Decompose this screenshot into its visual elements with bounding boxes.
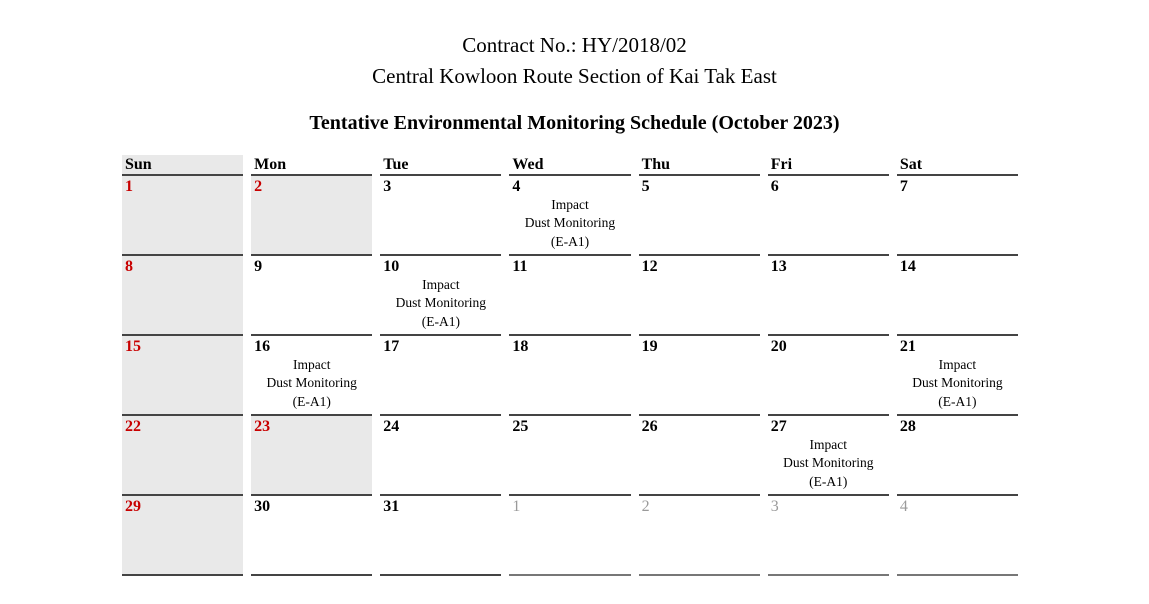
day-cell-31 <box>380 496 501 576</box>
day-cell-30 <box>251 496 372 576</box>
day-cell-26 <box>639 416 760 496</box>
day-number: 27 <box>770 418 787 435</box>
event-line: (E-A1) <box>292 393 331 409</box>
day-number: 31 <box>383 498 400 515</box>
day-number: 10 <box>383 258 400 275</box>
contract-number: Contract No.: HY/2018/02 <box>462 33 687 57</box>
day-cell-12 <box>639 256 760 336</box>
day-number: 11 <box>512 258 528 275</box>
day-number: 23 <box>254 418 271 435</box>
day-cell-22 <box>122 416 243 496</box>
event-line: (E-A1) <box>938 393 977 409</box>
day-cell-20 <box>768 336 889 416</box>
day-cell-11 <box>509 256 630 336</box>
event-impact-dust-monitoring <box>380 276 501 332</box>
day-cell-27 <box>768 416 889 496</box>
event-impact-dust-monitoring <box>768 436 889 492</box>
day-cell-4 <box>509 176 630 256</box>
day-cell-8 <box>122 256 243 336</box>
day-cell-next-1 <box>509 496 630 576</box>
day-cell-15 <box>122 336 243 416</box>
event-impact-dust-monitoring <box>251 356 372 412</box>
day-number: 1 <box>512 498 521 515</box>
day-cell-6 <box>768 176 889 256</box>
day-cell-next-4 <box>897 496 1018 576</box>
day-number: 14 <box>899 258 916 275</box>
day-cell-next-2 <box>639 496 760 576</box>
day-number: 22 <box>125 418 141 435</box>
day-number: 12 <box>641 258 658 275</box>
day-cell-14 <box>897 256 1018 336</box>
event-line: Dust Monitoring <box>912 375 1003 390</box>
day-number: 2 <box>254 178 263 195</box>
day-cell-19 <box>639 336 760 416</box>
project-name: Central Kowloon Route Section of Kai Tak East <box>372 64 777 88</box>
day-number: 8 <box>125 258 133 275</box>
event-line: Dust Monitoring <box>524 215 616 230</box>
day-cell-25 <box>509 416 630 496</box>
day-number: 4 <box>512 178 521 195</box>
day-number: 1 <box>125 178 133 195</box>
event-line: (E-A1) <box>809 473 848 489</box>
day-number: 24 <box>383 418 400 435</box>
day-number: 19 <box>641 338 658 355</box>
day-cell-3 <box>380 176 501 256</box>
day-cell-29 <box>122 496 243 576</box>
day-cell-18 <box>509 336 630 416</box>
day-number: 21 <box>899 338 916 355</box>
day-number: 29 <box>125 498 141 515</box>
day-cell-9 <box>251 256 372 336</box>
day-number: 3 <box>770 498 779 515</box>
day-cell-16 <box>251 336 372 416</box>
event-line: Dust Monitoring <box>783 455 874 470</box>
event-line: Impact <box>292 356 331 372</box>
document-header <box>0 30 1149 92</box>
day-cell-7 <box>897 176 1018 256</box>
event-line: Impact <box>809 436 848 452</box>
event-line: Impact <box>422 276 460 292</box>
event-line: (E-A1) <box>421 313 460 329</box>
day-number: 15 <box>125 338 141 355</box>
day-number: 9 <box>254 258 263 275</box>
day-cell-23 <box>251 416 372 496</box>
weekday-header-wed: Wed <box>509 155 630 176</box>
weekday-header-tue: Tue <box>380 155 501 176</box>
day-number: 2 <box>641 498 650 515</box>
event-line: Dust Monitoring <box>395 295 487 310</box>
day-cell-2 <box>251 176 372 256</box>
event-line: Impact <box>551 196 589 212</box>
day-cell-1 <box>122 176 243 256</box>
day-number: 4 <box>899 498 908 515</box>
weekday-header-sat: Sat <box>897 155 1018 176</box>
day-number: 13 <box>770 258 787 275</box>
day-cell-17 <box>380 336 501 416</box>
schedule-title: Tentative Environmental Monitoring Schedule (October 2023) <box>309 112 840 134</box>
day-number: 6 <box>770 178 779 195</box>
event-line: Dust Monitoring <box>266 375 357 390</box>
event-line: Impact <box>938 356 977 372</box>
event-line: (E-A1) <box>550 233 590 249</box>
weekday-header-fri: Fri <box>768 155 889 176</box>
weekday-header-thu: Thu <box>639 155 760 176</box>
day-number: 28 <box>899 418 916 435</box>
day-cell-21 <box>897 336 1018 416</box>
day-number: 26 <box>641 418 658 435</box>
day-number: 20 <box>770 338 787 355</box>
day-cell-next-3 <box>768 496 889 576</box>
day-cell-10 <box>380 256 501 336</box>
day-number: 18 <box>512 338 529 355</box>
event-impact-dust-monitoring <box>897 356 1018 412</box>
day-number: 17 <box>383 338 400 355</box>
weekday-header-mon: Mon <box>251 155 372 176</box>
day-cell-28 <box>897 416 1018 496</box>
day-number: 16 <box>254 338 271 355</box>
day-cell-13 <box>768 256 889 336</box>
day-number: 7 <box>899 178 908 195</box>
day-number: 3 <box>383 178 392 195</box>
day-number: 5 <box>641 178 650 195</box>
weekday-header-sun: Sun <box>122 155 243 176</box>
day-cell-5 <box>639 176 760 256</box>
day-number: 25 <box>512 418 529 435</box>
event-impact-dust-monitoring <box>509 196 630 252</box>
day-cell-24 <box>380 416 501 496</box>
calendar-grid <box>122 155 1018 576</box>
day-number: 30 <box>254 498 271 515</box>
